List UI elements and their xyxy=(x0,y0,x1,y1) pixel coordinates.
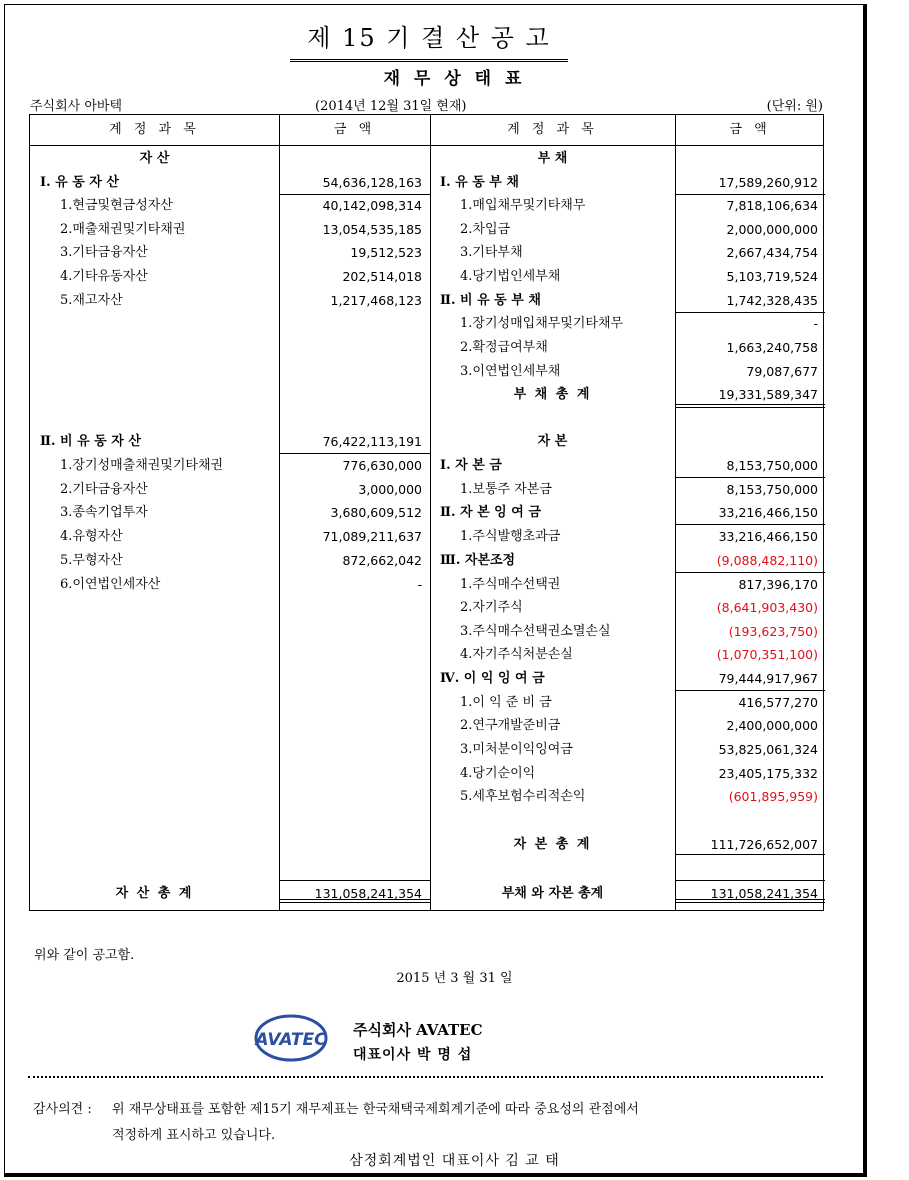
account-amount: 776,630,000 xyxy=(342,458,422,473)
account-amount: 23,405,175,332 xyxy=(718,766,818,781)
total-rule xyxy=(279,880,430,881)
account-label: 4.당기법인세부채 xyxy=(460,269,561,284)
account-amount: 3,680,609,512 xyxy=(330,505,422,520)
liabilities-total-label: 부 채 총 계 xyxy=(513,387,592,402)
account-amount: 7,818,106,634 xyxy=(726,198,818,213)
assets-total-amount: 131,058,241,354 xyxy=(314,886,422,901)
liabilities-double-rule xyxy=(675,404,825,408)
account-amount: (8,641,903,430) xyxy=(716,600,818,615)
account-label: 5.세후보험수리적손익 xyxy=(460,789,586,804)
account-amount: 2,000,000,000 xyxy=(726,222,818,237)
account-amount: 71,089,211,637 xyxy=(322,529,422,544)
equity-total-label: 자 본 총 계 xyxy=(513,837,592,852)
account-label: 6.이연법인세자산 xyxy=(60,577,161,592)
account-label: 1.매입채무및기타채무 xyxy=(460,198,586,213)
as-of-date: (2014년 12월 31일 현재) xyxy=(315,99,467,114)
account-amount: 19,512,523 xyxy=(350,245,422,260)
account-label: 4.유형자산 xyxy=(60,529,123,544)
account-label: 4.기타유동자산 xyxy=(60,269,148,284)
account-label: 1.주식발행초과금 xyxy=(460,529,561,544)
account-label: 2.기타금융자산 xyxy=(60,482,148,497)
balance-sheet-table xyxy=(29,114,824,911)
account-label: Ⅱ. 비 유 동 자 산 xyxy=(40,434,141,449)
header-amount-left: 금 액 xyxy=(333,122,376,137)
equity-total-rule xyxy=(675,854,825,855)
account-label: Ⅱ. 비 유 동 부 채 xyxy=(440,293,541,308)
liabilities-total-amount: 19,331,589,347 xyxy=(718,387,818,402)
equity-section-title: 자 본 xyxy=(537,434,568,449)
header-account-left: 계 정 과 목 xyxy=(109,122,200,137)
assets-section-title: 자 산 xyxy=(139,151,170,166)
audit-label: 감사의견 : xyxy=(33,1102,92,1117)
account-label: Ⅰ. 유 동 부 채 xyxy=(440,175,519,190)
account-label: 2.확정급여부채 xyxy=(460,340,548,355)
account-amount: 3,000,000 xyxy=(358,482,422,497)
account-amount: 1,217,468,123 xyxy=(330,293,422,308)
logo-text: AVATEC xyxy=(255,1030,327,1050)
account-amount: - xyxy=(417,577,422,592)
account-label: 4.자기주식처분손실 xyxy=(460,647,573,662)
account-amount: 40,142,098,314 xyxy=(322,198,422,213)
account-amount: 5,103,719,524 xyxy=(726,269,818,284)
account-amount: 202,514,018 xyxy=(342,269,422,284)
account-amount: 2,400,000,000 xyxy=(726,718,818,733)
company-name: 주식회사 아바텍 xyxy=(30,99,123,114)
auditor-signature: 삼정회계법인 대표이사 김 교 태 xyxy=(349,1153,560,1169)
grand-total-rule xyxy=(675,880,825,881)
account-label: 1.장기성매출채권및기타채권 xyxy=(60,458,224,473)
account-amount: 8,153,750,000 xyxy=(726,482,818,497)
liabilities-section-title: 부 채 xyxy=(537,151,568,166)
account-label: 1.주식매수선택권 xyxy=(460,577,561,592)
account-label: 2.매출채권및기타채권 xyxy=(60,222,186,237)
account-amount: 76,422,113,191 xyxy=(322,434,422,449)
account-label: 2.연구개발준비금 xyxy=(460,718,561,733)
account-amount: 1,663,240,758 xyxy=(726,340,818,355)
account-label: Ⅰ. 자 본 금 xyxy=(440,458,502,473)
account-amount: 817,396,170 xyxy=(738,577,818,592)
assets-total-label: 자 산 총 계 xyxy=(115,886,194,901)
audit-opinion-line2: 적정하게 표시하고 있습니다. xyxy=(112,1128,276,1143)
account-amount: 416,577,270 xyxy=(738,695,818,710)
account-label: Ⅳ. 이 익 잉 여 금 xyxy=(440,671,545,686)
account-label: 2.차입금 xyxy=(460,222,511,237)
equity-total-amount: 111,726,652,007 xyxy=(710,837,818,852)
account-label: 3.이연법인세부채 xyxy=(460,364,561,379)
audit-opinion-line1: 위 재무상태표를 포함한 제15기 재무제표는 한국채택국제회계기준에 따라 중요성의 관점에서 xyxy=(112,1102,639,1117)
account-label: 3.주식매수선택권소멸손실 xyxy=(460,624,611,639)
account-label: Ⅲ. 자본조정 xyxy=(440,553,516,568)
account-amount: (9,088,482,110) xyxy=(716,553,818,568)
page-title: 제 15 기 결 산 공 고 xyxy=(290,18,568,62)
account-label: 1.현금및현금성자산 xyxy=(60,198,173,213)
account-amount: (601,895,959) xyxy=(728,789,818,804)
account-amount: 1,742,328,435 xyxy=(726,293,818,308)
account-label: 3.미처분이익잉여금 xyxy=(460,742,573,757)
header-divider xyxy=(30,145,823,146)
account-amount: 872,662,042 xyxy=(342,553,422,568)
column-divider xyxy=(430,115,431,910)
account-label: 3.기타금융자산 xyxy=(60,245,148,260)
account-amount: 33,216,466,150 xyxy=(718,505,818,520)
account-label: Ⅰ. 유 동 자 산 xyxy=(40,175,119,190)
account-label: 3.기타부채 xyxy=(460,245,523,260)
avatec-logo-icon xyxy=(254,1014,328,1062)
account-label: 2.자기주식 xyxy=(460,600,523,615)
dotted-divider xyxy=(28,1076,823,1078)
account-label: 3.종속기업투자 xyxy=(60,505,148,520)
account-amount: - xyxy=(813,316,818,331)
account-amount: 8,153,750,000 xyxy=(726,458,818,473)
account-amount: 53,825,061,324 xyxy=(718,742,818,757)
account-label: 4.당기순이익 xyxy=(460,766,536,781)
unit-label: (단위: 원) xyxy=(766,99,823,114)
announcement: 위와 같이 공고함. xyxy=(34,948,135,963)
account-label: 5.무형자산 xyxy=(60,553,123,568)
account-amount: 54,636,128,163 xyxy=(322,175,422,190)
statement-title: 재 무 상 태 표 xyxy=(383,69,526,89)
signature-company: 주식회사 AVATEC xyxy=(353,1021,483,1039)
account-label: Ⅱ. 자 본 잉 여 금 xyxy=(440,505,541,520)
account-label: 1.보통주 자본금 xyxy=(460,482,552,497)
account-label: 5.재고자산 xyxy=(60,293,123,308)
account-label: 1.이 익 준 비 금 xyxy=(460,695,552,710)
account-amount: 2,667,434,754 xyxy=(726,245,818,260)
account-amount: (1,070,351,100) xyxy=(716,647,818,662)
account-amount: 13,054,535,185 xyxy=(322,222,422,237)
account-amount: 33,216,466,150 xyxy=(718,529,818,544)
grand-total-label: 부채 와 자본 총계 xyxy=(501,886,604,901)
account-label: 1.장기성매입채무및기타채무 xyxy=(460,316,624,331)
account-amount: 79,087,677 xyxy=(746,364,818,379)
account-amount: 79,444,917,967 xyxy=(718,671,818,686)
header-account-right: 계 정 과 목 xyxy=(507,122,598,137)
announcement-date: 2015 년 3 월 31 일 xyxy=(396,971,513,986)
header-amount-right: 금 액 xyxy=(729,122,771,137)
grand-total-amount: 131,058,241,354 xyxy=(710,886,818,901)
signature-ceo: 대표이사 박 명 섭 xyxy=(353,1047,473,1063)
total-double-rule xyxy=(279,899,430,903)
grand-total-double-rule xyxy=(675,899,825,903)
account-amount: (193,623,750) xyxy=(728,624,818,639)
account-amount: 17,589,260,912 xyxy=(718,175,818,190)
